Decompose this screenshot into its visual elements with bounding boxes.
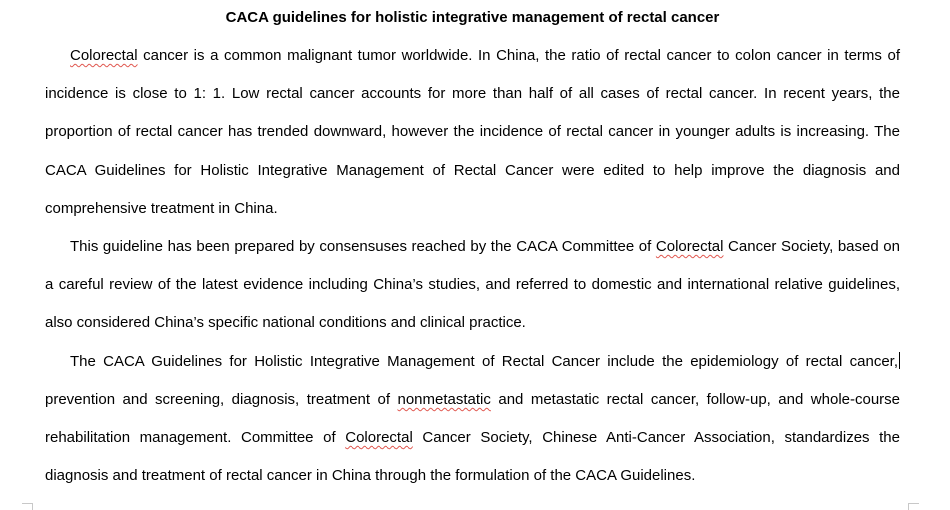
paragraph-text: The CACA Guidelines for Holistic Integrative Management of Rectal Cancer include the epidemiology of rectal cancer, xyxy=(70,352,898,370)
paragraph-text: Cancer Society, based on a careful review of the latest evidence including China’s studies, and referred to domestic and international relative guidelines, also considered China’s specific national conditions and clinical practice. xyxy=(45,238,900,332)
paragraph-1 xyxy=(45,37,900,228)
paragraph-3 xyxy=(45,343,900,496)
spellcheck-flagged-word[interactable]: Colorectal xyxy=(655,238,724,256)
text-cursor xyxy=(899,352,900,369)
paragraph-2 xyxy=(45,228,900,343)
page-corner-mark-left xyxy=(22,503,33,510)
paragraph-text: cancer is a common malignant tumor worldwide. In China, the ratio of rectal cancer to colon cancer in terms of incidence is close to 1: 1. Low rectal cancer accounts for more than half of all cases of rectal cancer. In recent years, the proportion of rectal cancer has trended downward, however the incidence of rectal cancer in younger adults is increasing. The CACA Guidelines for Holistic Integrative Management of Rectal Cancer were edited to help improve the diagnosis and comprehensive treatment in China. xyxy=(45,47,900,217)
spellcheck-flagged-word[interactable]: nonmetastatic xyxy=(397,390,491,408)
spellcheck-flagged-word[interactable]: Colorectal xyxy=(70,47,138,64)
page-corner-mark-right xyxy=(908,503,919,510)
paragraph-text: prevention and screening, diagnosis, treatment of xyxy=(45,390,398,408)
paragraph-text: and metastatic rectal cancer, follow-up, and whole-course rehabilitation management. Committee of xyxy=(45,390,901,447)
paragraph-text: This guideline has been prepared by consensuses reached by the CACA Committee of xyxy=(70,238,656,256)
paragraph-text: Cancer Society, Chinese Anti-Cancer Association, standardizes the diagnosis and treatment of rectal cancer in China through the formulation of the CACA Guidelines. xyxy=(45,429,900,485)
document-title: CACA guidelines for holistic integrative management of rectal cancer xyxy=(225,9,720,26)
spellcheck-flagged-word[interactable]: Colorectal xyxy=(345,429,413,447)
document-body[interactable] xyxy=(45,37,900,495)
